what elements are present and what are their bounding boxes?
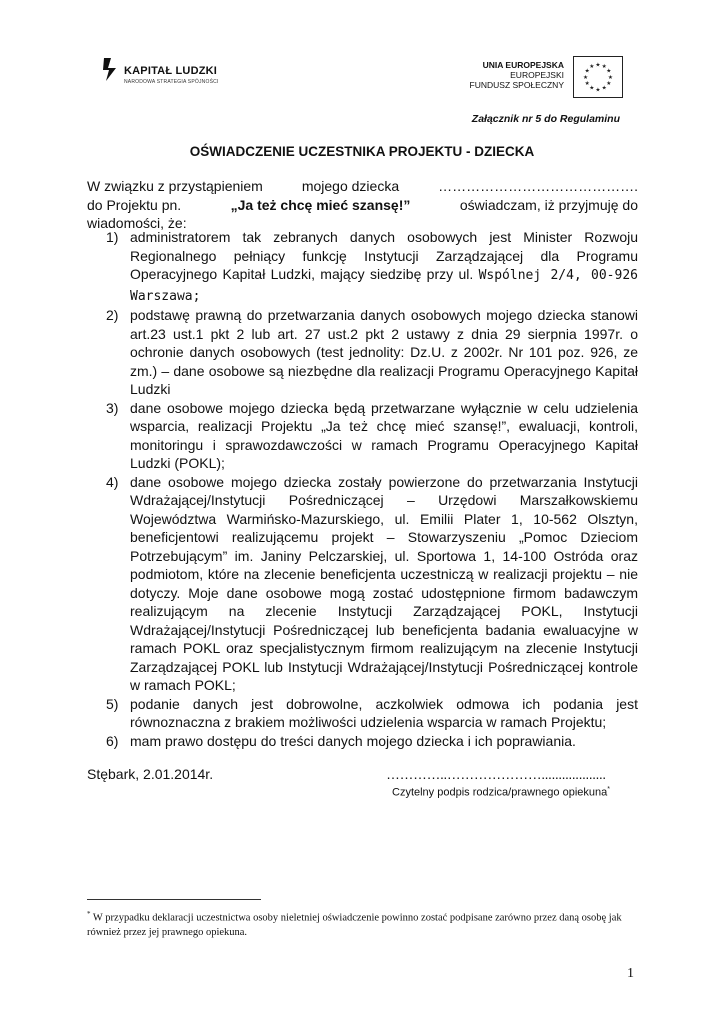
intro-text-d: oświadczam, iż przyjmuję do [459,196,638,213]
svg-text:★: ★ [589,85,595,92]
place-and-date: Stębark, 2.01.2014r. [87,766,214,782]
svg-text:★: ★ [584,81,590,88]
signature-caption [392,786,610,799]
intro-text-b: mojego dziecka [301,178,400,194]
svg-text:★: ★ [601,64,607,71]
intro-text-a: W związku z przystąpieniem [87,178,263,194]
item-number: 4) [106,473,119,490]
list-item [106,399,638,473]
signature-line: …………..…………………................... [386,766,606,782]
annex-label: Załącznik nr 5 do Regulaminu [471,113,620,125]
svg-text:★: ★ [595,62,601,69]
item-1-address: Wspólnej 2/4, 00-926 Warszawa; [130,268,638,304]
item-number: 3) [106,399,119,416]
kapital-ludzki-logo [88,46,228,112]
eu-line-2: EUROPEJSKI [510,70,564,80]
list-item [106,473,638,695]
list-item [106,306,638,399]
logo-subtitle: NARODOWA STRATEGIA SPÓJNOŚCI [124,79,219,85]
item-1-text: administratorem tak zebranych danych osobowych jest Minister Rozwoju Regionalnego pełniący funkcję Instytucji Zarządzającej dla Programu Operacyjnego Kapitał Ludzki, mający siedzibę przy ul. [130,229,638,282]
footnote-mark: * [607,786,610,793]
item-text [130,228,638,306]
intro-paragraph [87,177,638,233]
footnote-divider [87,899,261,900]
item-text: dane osobowe mojego dziecka będą przetwarzane wyłącznie w celu udzielenia wsparcia, realizacji Projektu „Ja też chcę mieć szansę!”, ewaluacji, kontroli, monitoringu i sprawozdawczości w ramach Programu Operacyjnego Kapitał Ludzki (POKL); [130,399,638,471]
document-title: OŚWIADCZENIE UCZESTNIKA PROJEKTU - DZIECKA [189,144,535,159]
svg-text:★: ★ [607,74,613,81]
eu-logo-text [470,60,564,90]
item-text: podstawę prawną do przetwarzania danych osobowych mojego dziecka stanowi art.23 ust.1 pkt 2 lub art. 27 ust.2 pkt 2 ustawy z dnia 29 sierpnia 1997r. o ochronie danych osobowych (test jednolity: Dz.U. z 2002r. Nr 101 poz. 926, ze zm.) – dane osobowe są niezbędne dla realizacji Programu Operacyjnego Kapitał Ludzki [130,307,638,397]
footnote [87,907,638,941]
svg-text:★: ★ [606,81,612,88]
child-name-blank: ……………………………………. [438,178,638,194]
project-name: „Ja też chcę mieć szansę!” [230,196,411,213]
list-item [106,732,638,751]
eu-line-3: FUNDUSZ SPOŁECZNY [469,80,564,90]
intro-line-3: wiadomości, że: [87,215,187,231]
svg-text:★: ★ [589,64,595,71]
kapital-ludzki-mark-icon [102,56,118,82]
item-text: dane osobowe mojego dziecka zostały powierzone do przetwarzania Instytucji Wdrażającej/Instytucji Pośredniczącej – Urzędowi Marszałkowskiemu Województwa Warmińsko-Mazurskiego, ul. Emilii Plater 1, 10-562 Olsztyn, beneficjentowi realizującemu projekt – Stowarzyszeniu „Pomoc Dzieciom Potrzebującym” im. Janiny Pelczarskiej, ul. Sportowa 1, 14-100 Ostróda oraz podmiotom, które na zlecenie beneficjenta uczestniczą w realizacji projektu – nie dotyczy. Moje dane osobowe mogą zostać udostępnione firmom badawczym realizującym na zlecenie Instytucji Zarządzającej POKL, Instytucji Wdrażającej/Instytucji Pośredniczącej lub beneficjenta badania ewaluacyjne w ramach POKL oraz specjalistycznym firmom realizującym na zlecenie Instytucji Zarządzającej POKL lub Instytucji Wdrażającej/Instytucji Pośredniczącej kontrole w ramach POKL; [130,473,638,693]
item-number: 2) [106,307,119,323]
footnote-text: W przypadku deklaracji uczestnictwa osoby nieletniej oświadczenie powinno zostać podpisane zarówno przez daną osobę jak również przez jej prawnego opiekuna. [87,912,622,938]
signature-caption-text: Czytelny podpis rodzica/prawnego opiekuna [392,786,608,799]
declaration-list [106,228,638,750]
intro-line-2 [87,196,638,215]
footnote-mark: * [87,910,91,918]
logo-title: KAPITAŁ LUDZKI [124,65,218,77]
svg-text:★: ★ [584,68,590,75]
page-number: 1 [627,966,634,981]
svg-text:★: ★ [606,68,612,75]
intro-text-c: do Projektu pn. [87,196,182,213]
item-number: 5) [106,695,119,712]
svg-text:★: ★ [601,85,607,92]
item-number: 1) [106,229,119,245]
item-number: 6) [106,732,119,749]
list-item [106,228,638,306]
intro-line-1 [87,177,638,196]
svg-text:★: ★ [595,87,601,94]
item-text: mam prawo dostępu do treści danych mojego dziecka i ich poprawiania. [130,732,576,749]
eu-line-1: UNIA EUROPEJSKA [482,60,564,70]
list-item [106,695,638,732]
eu-flag-icon [573,56,623,98]
item-text: podanie danych jest dobrowolne, aczkolwiek odmowa ich podania jest równoznaczna z brakiem możliwości udzielenia wsparcia w ramach Projektu; [130,695,638,730]
svg-text:★: ★ [583,74,589,81]
